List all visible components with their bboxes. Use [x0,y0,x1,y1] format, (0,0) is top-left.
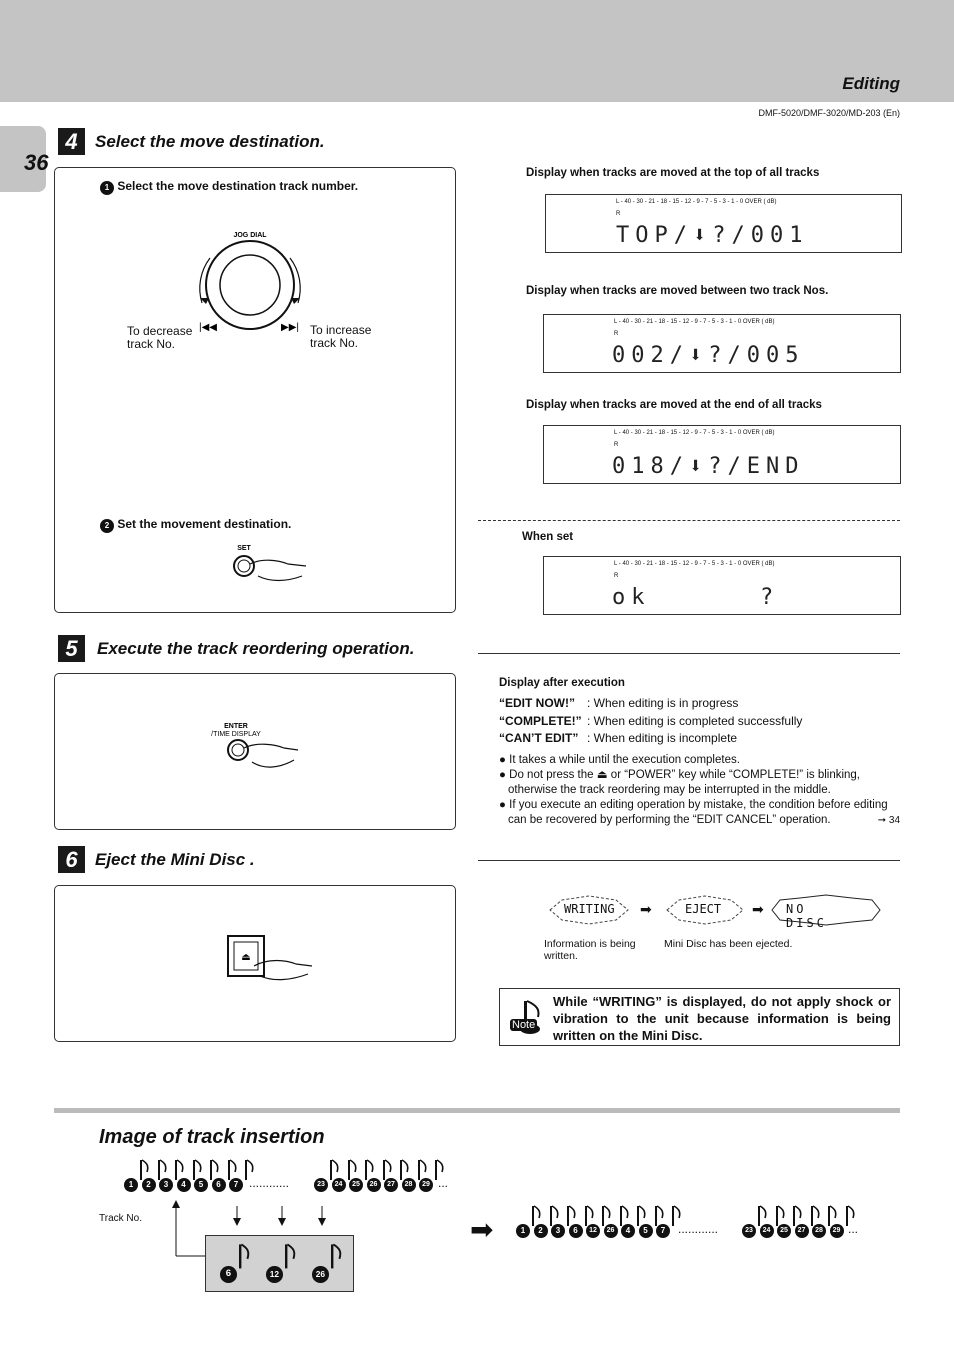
display-set-lcd [543,556,901,615]
track-note [777,1204,795,1240]
svg-text:▶▶|: ▶▶| [281,322,299,333]
nodisc-text: NO DISC [786,902,827,930]
divider [478,653,900,654]
note-text: While “WRITING” is displayed, do not apply shock or vibration to the unit because information is being written on the Mini Disc. [553,994,891,1043]
svg-text:ENTER: ENTER [224,723,248,730]
track-note [266,1242,312,1285]
step-4-title: Select the move destination. [95,132,325,151]
track-note [194,1158,212,1194]
track-number: 7 [229,1178,243,1192]
moved-tracks-box [205,1235,354,1292]
track-number: 4 [177,1178,191,1192]
track-number: 2 [534,1224,548,1238]
track-number: 25 [349,1178,363,1192]
track-note [402,1158,420,1194]
track-row-before-end [314,1158,437,1199]
row-key: “COMPLETE!” [499,713,582,728]
jog-dial-label: JOG DIAL [233,232,267,239]
track-number: 24 [332,1178,346,1192]
track-number: 5 [639,1224,653,1238]
row-key: “EDIT NOW!” [499,696,575,710]
track-note [830,1204,848,1240]
step-4-sub1-text: Select the move destination track number. [117,179,359,193]
step-6-title: Eject the Mini Disc . [95,850,255,869]
track-number: 28 [402,1178,416,1192]
level-meter: L - 40 - 30 - 21 - 18 - 15 - 12 - 9 - 7 - 5 - 3 - 1 - 0 OVER ( dB) [614,561,775,567]
track-note [220,1242,266,1285]
track-note [621,1204,639,1240]
track-row-after-end [742,1204,847,1245]
track-note [332,1158,350,1194]
step-4-sub1 [100,178,370,195]
display-end-text: 018/⬇?/END [612,454,805,479]
meter-r: R [614,331,619,337]
execution-row [499,730,802,748]
display-end-caption: Display when tracks are moved at the end of all tracks [526,399,822,411]
track-row-before-start [124,1158,247,1199]
track-number: 3 [551,1224,565,1238]
moved-tracks [220,1242,358,1290]
track-number: 29 [830,1224,844,1238]
dashed-separator [478,520,900,521]
track-note [419,1158,437,1194]
step-4-sub2 [100,517,291,533]
track-number: 5 [194,1178,208,1192]
execution-heading: Display after execution [499,677,625,689]
row-desc: : When editing is in progress [587,696,739,710]
display-between-text: 002/⬇?/005 [612,343,805,368]
svg-text:|◀◀: |◀◀ [199,322,217,333]
track-note [604,1204,622,1240]
track-number: 26 [604,1224,618,1238]
track-number: 26 [367,1178,381,1192]
track-note [212,1158,230,1194]
track-number: 12 [586,1224,600,1238]
track-note [314,1158,332,1194]
display-top-text: TOP/⬇?/001 [616,223,809,248]
step-6-number: 6 [58,846,85,873]
track-note [516,1204,534,1240]
circle-1-icon: 1 [100,181,114,195]
track-note [124,1158,142,1194]
row-desc: : When editing is completed successfully [587,713,803,728]
step-5-title: Execute the track reordering operation. [97,639,415,658]
dots: ............ [678,1222,719,1236]
track-note [551,1204,569,1240]
arrow-right-icon: ➡ [752,901,764,917]
step-4-sub2-text: Set the movement destination. [117,517,292,531]
track-number: 26 [312,1266,329,1283]
execution-row [499,713,802,731]
bullet-text: If you execute an editing operation by mistake, the condition before editing can be recovered by performing the “EDIT CANCEL” operation. [508,799,888,826]
header-band [0,0,954,102]
track-number: 25 [777,1224,791,1238]
divider [478,860,900,861]
page-reference: ➞ 34 [877,815,900,826]
track-number: 1 [516,1224,530,1238]
track-note [312,1242,358,1285]
svg-text:/TIME DISPLAY: /TIME DISPLAY [211,731,261,738]
eject-caption: Mini Disc has been ejected. [664,938,793,950]
eject-text: EJECT [685,902,722,916]
page-number: 36 [24,150,49,175]
track-number: 24 [760,1224,774,1238]
level-meter: L - 40 - 30 - 21 - 18 - 15 - 12 - 9 - 7 - 5 - 3 - 1 - 0 OVER ( dB) [614,430,775,436]
track-note [177,1158,195,1194]
level-meter: L - 40 - 30 - 21 - 18 - 15 - 12 - 9 - 7 - 5 - 3 - 1 - 0 OVER ( dB) [614,319,775,325]
track-number: 28 [812,1224,826,1238]
writing-text: WRITING [564,902,615,916]
jog-dial-illustration [180,228,320,338]
step-5-number: 5 [58,635,85,662]
track-number: 27 [384,1178,398,1192]
display-between-lcd [543,314,901,373]
track-number: 2 [142,1178,156,1192]
writing-caption: Information is being written. [544,938,636,962]
result-arrow-icon: ➡ [470,1214,494,1245]
bullet-item: ● It takes a while until the execution completes. [499,754,740,766]
track-number: 29 [419,1178,433,1192]
track-no-label: Track No. [99,1213,142,1224]
track-number: 7 [656,1224,670,1238]
enter-button-illustration [208,720,300,776]
meter-r: R [614,442,619,448]
track-note [569,1204,587,1240]
track-note [586,1204,604,1240]
svg-text:⏏: ⏏ [241,952,251,963]
note-icon [508,999,546,1035]
track-note [534,1204,552,1240]
track-number: 6 [220,1266,237,1283]
track-number: 4 [621,1224,635,1238]
track-number: 27 [795,1224,809,1238]
track-row-after-start [516,1204,674,1245]
meter-r: R [616,211,621,217]
track-note [639,1204,657,1240]
note-label: Note [512,1019,536,1031]
set-button-illustration [228,542,310,590]
track-number: 6 [212,1178,226,1192]
increase-label: To increase track No. [310,323,372,350]
track-note [795,1204,813,1240]
bullet-item: ● Do not press the ⏏ or “POWER” key while “COMPLETE!” is blinking, otherwise the track reordering may be interrupted in the middle. [499,769,861,796]
display-top-lcd [545,194,902,253]
insertion-title: Image of track insertion [99,1126,325,1148]
execution-row [499,695,802,713]
decrease-label: To decrease track No. [127,324,193,351]
display-top-caption: Display when tracks are moved at the top of all tracks [526,167,820,179]
row-desc: : When editing is incomplete [587,731,738,745]
circle-2-icon: 2 [100,519,114,533]
display-set-question: ? [760,585,780,610]
section-title: Editing [842,74,900,93]
track-note [760,1204,778,1240]
level-meter: L - 40 - 30 - 21 - 18 - 15 - 12 - 9 - 7 - 5 - 3 - 1 - 0 OVER ( dB) [616,199,777,205]
ellipsis: ... [438,1176,449,1190]
display-set-caption: When set [522,531,574,543]
track-note [142,1158,160,1194]
bullet-item: ● If you execute an editing operation by mistake, the condition before editing can be recovered by performing the “EDIT CANCEL” operation. ➞ 34 [499,799,900,826]
track-number: 23 [314,1178,328,1192]
track-number: 3 [159,1178,173,1192]
track-note [812,1204,830,1240]
model-number: DMF-5020/DMF-3020/MD-203 (En) [758,108,900,118]
execution-table [499,695,802,748]
track-number: 12 [266,1266,283,1283]
note-box [499,988,900,1046]
track-number: 23 [742,1224,756,1238]
step-4-number: 4 [58,128,85,155]
display-set-text: ok [612,585,651,610]
set-label: SET [237,545,251,552]
track-number: 6 [569,1224,583,1238]
row-key: “CAN’T EDIT” [499,731,579,745]
execution-bullets [499,753,900,828]
track-note [159,1158,177,1194]
section-rule [54,1108,900,1113]
meter-r: R [614,573,619,579]
display-between-caption: Display when tracks are moved between two track Nos. [526,285,829,297]
track-note [384,1158,402,1194]
track-note [349,1158,367,1194]
track-number: 1 [124,1178,138,1192]
track-note [367,1158,385,1194]
bullet-text: It takes a while until the execution completes. [509,754,740,766]
display-end-lcd [543,425,901,484]
track-note [229,1158,247,1194]
track-note [742,1204,760,1240]
bullet-text: Do not press the ⏏ or “POWER” key while “COMPLETE!” is blinking, otherwise the track reordering may be interrupted in the middle. [508,769,861,796]
dots: ............ [249,1176,290,1190]
eject-button-illustration [224,932,316,982]
track-note [656,1204,674,1240]
arrow-right-icon: ➡ [640,901,652,917]
ellipsis: ... [848,1222,859,1236]
